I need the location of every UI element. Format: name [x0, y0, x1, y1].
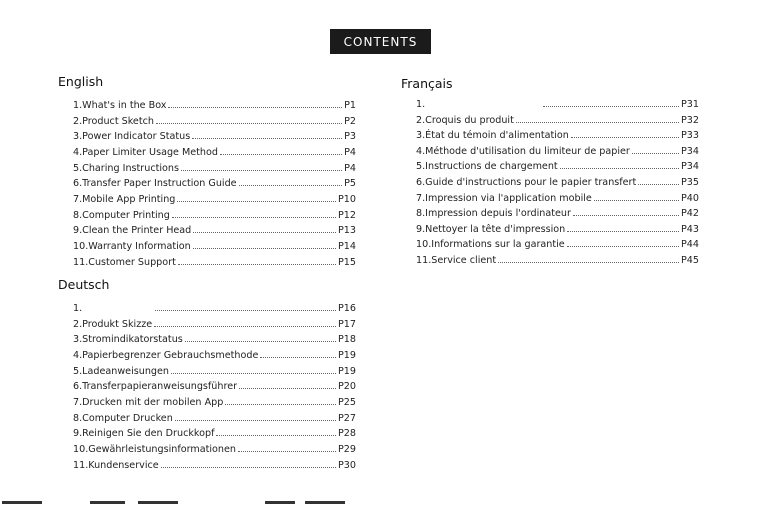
- toc-entry: [416, 174, 699, 188]
- toc-entry-label: 5.Charing Instructions: [73, 163, 179, 174]
- toc-entry: [73, 378, 356, 392]
- toc-entry-label: 7.Drucken mit der mobilen App: [73, 397, 224, 408]
- toc-entry: [73, 175, 356, 189]
- toc-entry-label: 10.Gewährleistungsinformationen: [73, 444, 236, 455]
- toc-entry-page: P25: [338, 397, 356, 408]
- toc-entry-page: P44: [681, 239, 699, 250]
- toc-entry-page: P13: [338, 225, 356, 236]
- toc-entry-label: 3.État du témoin d'alimentation: [416, 130, 569, 141]
- toc-entry: [73, 441, 356, 455]
- dot-leader: [260, 357, 336, 358]
- toc-entry-label: 5.Ladeanweisungen: [73, 366, 169, 377]
- toc-entry-page: P45: [681, 255, 699, 266]
- contents-badge: CONTENTS: [330, 29, 431, 54]
- toc-entry-label: 1.What's in the Box: [73, 100, 167, 111]
- toc-entry-label: 8.Computer Drucken: [73, 413, 173, 424]
- dot-leader: [567, 231, 679, 232]
- dot-leader: [185, 341, 336, 342]
- toc-entry-page: P34: [681, 146, 699, 157]
- dot-leader: [177, 201, 336, 202]
- toc-entry: [416, 205, 699, 219]
- toc-entry-label: 11.Customer Support: [73, 257, 176, 268]
- dot-leader: [156, 123, 342, 124]
- toc-entry-page: P42: [681, 208, 699, 219]
- toc-entry: [73, 222, 356, 236]
- toc-entry: [416, 158, 699, 172]
- toc-entry-label: 1.: [416, 99, 426, 110]
- section-title: English: [58, 74, 104, 89]
- toc-entry: [73, 410, 356, 424]
- toc-entry-page: P28: [338, 428, 356, 439]
- toc-entry-label: 8.Impression depuis l'ordinateur: [416, 208, 571, 219]
- dot-leader: [216, 435, 336, 436]
- toc-entry: [416, 221, 699, 235]
- toc-entry-page: P27: [338, 413, 356, 424]
- toc-entry: [73, 331, 356, 345]
- toc-entry: [73, 347, 356, 361]
- dot-leader: [168, 107, 342, 108]
- dot-leader: [516, 122, 679, 123]
- toc-entry-page: P30: [338, 460, 356, 471]
- toc-entry: [416, 143, 699, 157]
- toc-entry-label: 9.Nettoyer la tête d'impression: [416, 224, 566, 235]
- toc-entry-label: 2.Produkt Skizze: [73, 319, 153, 330]
- toc-entry: [416, 112, 699, 126]
- toc-entry-label: 2.Product Sketch: [73, 116, 154, 127]
- toc-entry-label: 11.Service client: [416, 255, 497, 266]
- toc-entry: [73, 363, 356, 377]
- toc-entry-label: 1.: [73, 303, 83, 314]
- toc-entry-label: 10.Warranty Information: [73, 241, 191, 252]
- dot-leader: [543, 106, 679, 107]
- toc-entry-page: P34: [681, 161, 699, 172]
- dot-leader: [175, 420, 336, 421]
- toc-entry-label: 8.Computer Printing: [73, 210, 170, 221]
- toc-entry: [73, 394, 356, 408]
- toc-entry-page: P31: [681, 99, 699, 110]
- dot-leader: [225, 404, 336, 405]
- dot-leader: [220, 154, 342, 155]
- cropped-footer-strip: [0, 500, 757, 505]
- toc-entry-page: P33: [681, 130, 699, 141]
- dot-leader: [239, 185, 343, 186]
- section-title: Deutsch: [58, 277, 110, 292]
- toc-entry-label: 4.Méthode d'utilisation du limiteur de papier: [416, 146, 630, 157]
- dot-leader: [573, 215, 679, 216]
- dot-leader: [638, 184, 679, 185]
- toc-entry: [73, 425, 356, 439]
- toc-entry: [73, 144, 356, 158]
- toc-entry-label: 4.Paper Limiter Usage Method: [73, 147, 218, 158]
- toc-entry-label: 7.Mobile App Printing: [73, 194, 176, 205]
- dot-leader: [172, 217, 336, 218]
- toc-entry-page: P1: [344, 100, 356, 111]
- toc-entry-page: P18: [338, 334, 356, 345]
- toc-entry-page: P19: [338, 350, 356, 361]
- toc-entry: [73, 128, 356, 142]
- toc-entry: [73, 316, 356, 330]
- toc-entry-page: P32: [681, 115, 699, 126]
- toc-entry-page: P12: [338, 210, 356, 221]
- toc-entry-page: P19: [338, 366, 356, 377]
- section-title: Français: [401, 76, 453, 91]
- toc-entry: [73, 113, 356, 127]
- dot-leader: [239, 388, 336, 389]
- toc-entry-page: P17: [338, 319, 356, 330]
- toc-entry-label: 9.Clean the Printer Head: [73, 225, 192, 236]
- toc-entry-page: P14: [338, 241, 356, 252]
- toc-entry: [73, 191, 356, 205]
- toc-entry: [416, 190, 699, 204]
- toc-entry-page: P10: [338, 194, 356, 205]
- toc-entry-page: P4: [344, 147, 356, 158]
- toc-entry: [416, 236, 699, 250]
- toc-entry: [73, 457, 356, 471]
- toc-entry: [73, 238, 356, 252]
- dot-leader: [238, 451, 336, 452]
- toc-entry: [73, 300, 356, 314]
- toc-entry-page: P29: [338, 444, 356, 455]
- dot-leader: [594, 200, 679, 201]
- toc-entry-page: P16: [338, 303, 356, 314]
- toc-entry: [416, 96, 699, 110]
- dot-leader: [560, 168, 679, 169]
- toc-entry: [73, 254, 356, 268]
- toc-entry: [73, 160, 356, 174]
- toc-entry-label: 3.Stromindikatorstatus: [73, 334, 183, 345]
- dot-leader: [632, 153, 679, 154]
- dot-leader: [567, 246, 679, 247]
- dot-leader: [155, 310, 336, 311]
- toc-entry: [73, 97, 356, 111]
- toc-entry-page: P5: [344, 178, 356, 189]
- toc-entry-page: P15: [338, 257, 356, 268]
- toc-entry-page: P20: [338, 381, 356, 392]
- toc-entry-label: 7.Impression via l'application mobile: [416, 193, 592, 204]
- dot-leader: [178, 264, 336, 265]
- toc-entry: [73, 207, 356, 221]
- toc-entry-page: P2: [344, 116, 356, 127]
- dot-leader: [193, 232, 336, 233]
- toc-entry-label: 5.Instructions de chargement: [416, 161, 558, 172]
- toc-entry-label: 9.Reinigen Sie den Druckkopf: [73, 428, 215, 439]
- dot-leader: [161, 467, 336, 468]
- toc-entry-page: P4: [344, 163, 356, 174]
- toc-entry-label: 4.Papierbegrenzer Gebrauchsmethode: [73, 350, 259, 361]
- toc-entry-label: 6.Transfer Paper Instruction Guide: [73, 178, 237, 189]
- toc-entry: [416, 252, 699, 266]
- toc-entry-page: P40: [681, 193, 699, 204]
- toc-entry-label: 3.Power Indicator Status: [73, 131, 191, 142]
- dot-leader: [171, 373, 336, 374]
- toc-entry: [416, 127, 699, 141]
- dot-leader: [154, 326, 336, 327]
- toc-entry-label: 6.Transferpapieranweisungsführer: [73, 381, 238, 392]
- toc-entry-page: P43: [681, 224, 699, 235]
- dot-leader: [181, 170, 342, 171]
- dot-leader: [498, 262, 679, 263]
- toc-entry-page: P35: [681, 177, 699, 188]
- toc-entry-label: 10.Informations sur la garantie: [416, 239, 565, 250]
- dot-leader: [193, 248, 336, 249]
- toc-entry-page: P3: [344, 131, 356, 142]
- toc-entry-label: 6.Guide d'instructions pour le papier transfert: [416, 177, 637, 188]
- toc-entry-label: 11.Kundenservice: [73, 460, 159, 471]
- dot-leader: [192, 138, 342, 139]
- toc-entry-label: 2.Croquis du produit: [416, 115, 514, 126]
- dot-leader: [571, 137, 679, 138]
